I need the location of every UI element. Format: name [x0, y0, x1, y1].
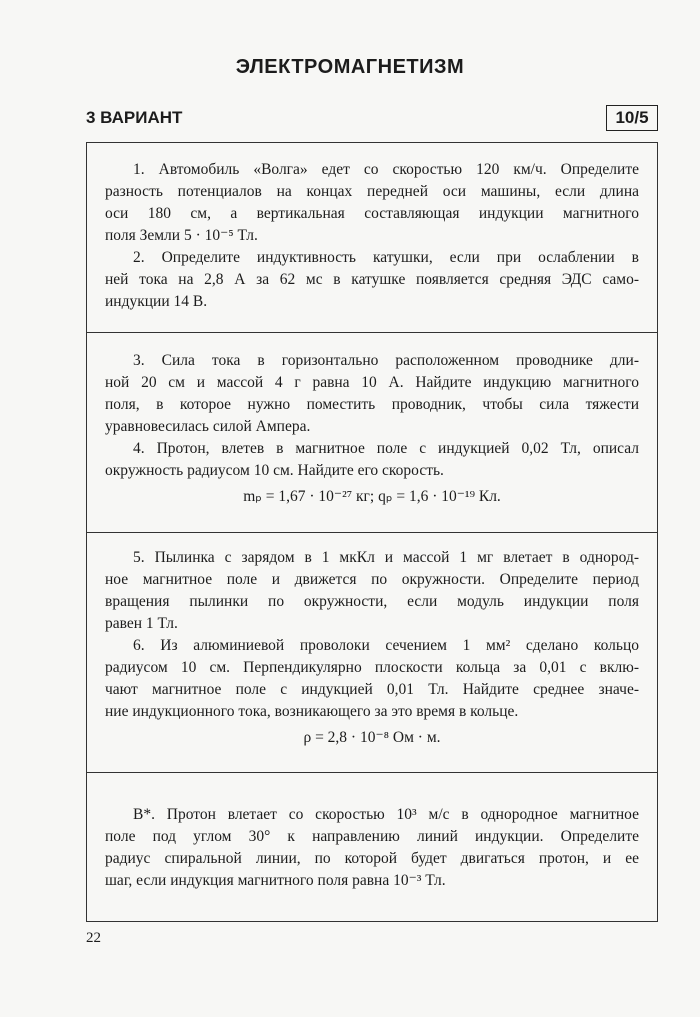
problem-text-line: В*. Протон влетает со скоростью 10³ м/с в однородное магнитное [133, 806, 639, 823]
problem-text-line: 4. Протон, влетев в магнитное поле с индукцией 0,02 Тл, описал [133, 440, 639, 457]
problem-text-line: радиус спиральной линии, по которой будет двигаться протон, и ее [105, 850, 639, 867]
problem-text-line: равен 1 Тл. [105, 615, 178, 632]
problem-section-2 [87, 333, 657, 533]
problem-text-line: ной 20 см и массой 4 г равна 10 А. Найдите индукцию магнитного [105, 374, 639, 391]
problem-text-line: шаг, если индукция магнитного поля равна 10⁻³ Тл. [105, 872, 446, 889]
variant-code-badge: 10/5 [606, 105, 658, 131]
page-title: ЭЛЕКТРОМАГНЕТИЗМ [235, 56, 465, 78]
problem-text-line: ней тока на 2,8 А за 62 мс в катушке появляется средняя ЭДС само- [105, 271, 639, 288]
problem-text-line: 6. Из алюминиевой проволоки сечением 1 мм² сделано кольцо [133, 637, 639, 654]
given-constants-formula: mₚ = 1,67 · 10⁻²⁷ кг; qₚ = 1,6 · 10⁻¹⁹ Кл. [243, 488, 501, 505]
problems-box [86, 142, 658, 922]
problem-text-line: 3. Сила тока в горизонтально расположенном проводнике дли- [133, 352, 639, 369]
problem-text-line: индукции 14 В. [105, 293, 208, 310]
problem-text-line: чают магнитное поле с индукцией 0,01 Тл. Найдите среднее значе- [105, 681, 639, 698]
problem-text-line: вращения пылинки по окружности, если модуль индукции поля [105, 593, 639, 610]
problem-section-3 [87, 533, 657, 773]
given-constants-formula: ρ = 2,8 · 10⁻⁸ Ом · м. [303, 729, 441, 746]
problem-text-line: ние индукционного тока, возникающего за это время в кольце. [105, 703, 519, 720]
problem-text-line: ное магнитное поле и движется по окружности. Определите период [105, 571, 639, 588]
problem-text-line: оси 180 см, а вертикальная составляющая индукции магнитного [105, 205, 639, 222]
problem-text-line: уравновесилась силой Ампера. [105, 418, 311, 435]
problem-text-line: разность потенциалов на концах передней оси машины, если длина [105, 183, 639, 200]
problem-text-line: поля, в которое нужно поместить проводник, чтобы сила тяжести [105, 396, 639, 413]
problem-text-line: 5. Пылинка с зарядом в 1 мкКл и массой 1 мг влетает в однород- [133, 549, 639, 566]
problem-text-line: окружность радиусом 10 см. Найдите его скорость. [105, 462, 444, 479]
problem-section-4 [87, 773, 657, 921]
page-number: 22 [86, 930, 101, 946]
problem-text-line: поле под углом 30° к направлению линий индукции. Определите [105, 828, 639, 845]
problem-text-line: радиусом 10 см. Перпендикулярно плоскости кольца за 0,01 с вклю- [105, 659, 639, 676]
problem-text-line: 2. Определите индуктивность катушки, если при ослаблении в [133, 249, 639, 266]
problem-section-1 [87, 143, 657, 333]
problem-text-line: 1. Автомобиль «Волга» едет со скоростью 120 км/ч. Определите [133, 161, 639, 178]
variant-label: 3 ВАРИАНТ [86, 108, 183, 127]
problem-text-line: поля Земли 5 · 10⁻⁵ Тл. [105, 227, 258, 244]
